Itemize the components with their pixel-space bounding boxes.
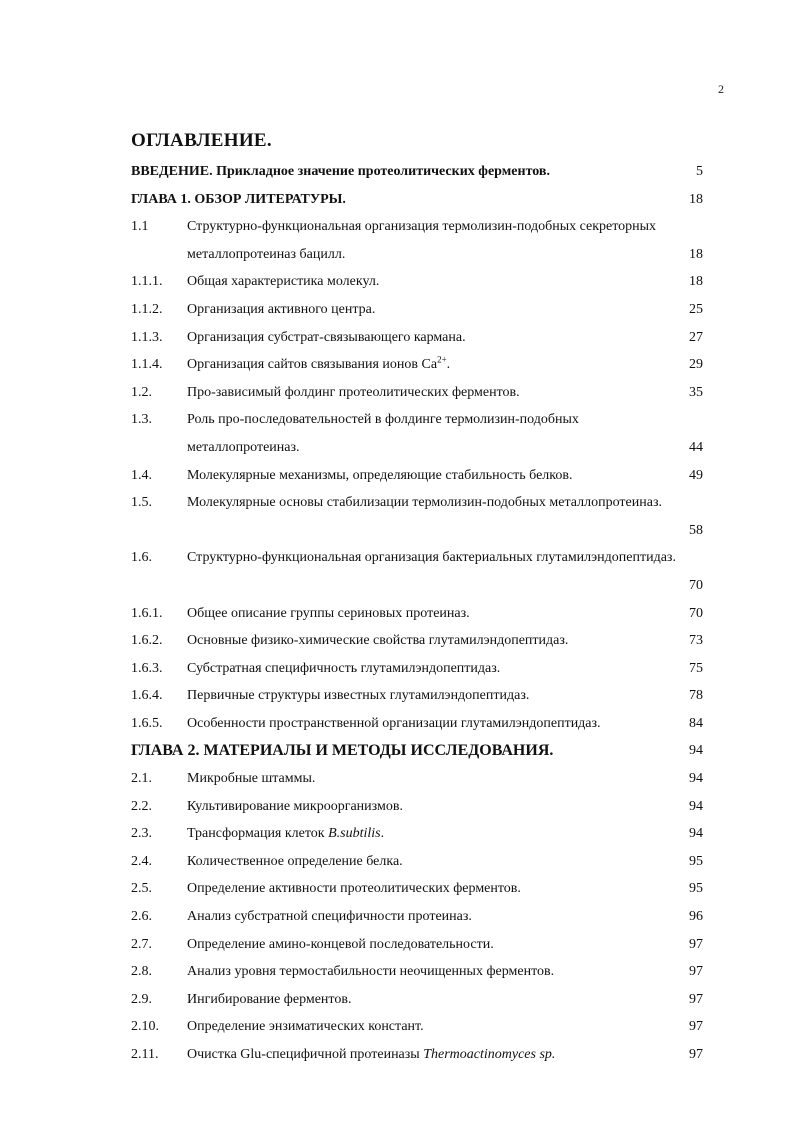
toc-entry-number: 1.4. (131, 467, 152, 483)
toc-entry-number: 2.4. (131, 853, 152, 869)
toc-entry (131, 324, 709, 352)
toc-entry-title (187, 710, 677, 738)
toc-entry-text: Структурно-функциональная организация термолизин-подобных секреторных металлопротеиназ бацилл. (187, 219, 657, 262)
toc-entry (131, 655, 709, 683)
toc-entry (131, 682, 709, 710)
toc-entry-page: 75 (689, 660, 703, 676)
toc-entry-title (187, 462, 677, 490)
toc-entry (131, 710, 709, 738)
toc-entry-page: 27 (689, 329, 703, 345)
toc-entry (131, 986, 709, 1014)
toc-entry (131, 931, 709, 959)
toc-entry-page: 95 (689, 853, 703, 869)
toc-entry-page: 18 (689, 191, 703, 207)
toc-entry-title (187, 958, 677, 986)
toc-entry (131, 737, 709, 765)
toc-entry (131, 406, 709, 461)
toc-entry-number: 2.11. (131, 1047, 159, 1062)
toc-entry-title (187, 765, 677, 793)
toc-entry (131, 462, 709, 490)
toc-entry-title (187, 268, 677, 296)
toc-entry-title (187, 931, 677, 959)
toc-entry-title (187, 627, 677, 655)
toc-entry-title (187, 682, 677, 710)
toc-entry-page: 49 (689, 467, 703, 483)
toc-entry (131, 296, 709, 324)
toc-entry-page: 5 (696, 164, 703, 179)
toc-entry-number: 1.1.1. (131, 274, 163, 290)
toc-entry-title (187, 875, 677, 903)
toc-entry-title (187, 351, 677, 379)
page-number: 2 (718, 82, 724, 96)
toc-entry-title (187, 296, 677, 324)
toc-entry-page: 97 (689, 1019, 703, 1035)
toc-entry-page: 73 (689, 633, 703, 649)
toc-entry (131, 627, 709, 655)
toc-entry-page: 94 (689, 743, 703, 759)
toc-entry-number: 2.3. (131, 826, 152, 842)
toc-entry-text: Анализ субстратной специфичности протеиназ. (187, 909, 472, 925)
toc-entry-title (187, 406, 677, 461)
toc-entry-title (187, 986, 677, 1014)
toc-entry-title (187, 213, 677, 268)
toc-entry-number: 2.8. (131, 964, 152, 980)
toc-entry-number: 2.2. (131, 798, 152, 814)
toc-entry-page: 94 (689, 826, 703, 842)
toc-entry-page: 25 (689, 301, 703, 317)
toc-entry-text: Субстратная специфичность глутамилэндопептидаз. (187, 660, 501, 676)
toc-entry-text: Микробные штаммы. (187, 771, 316, 787)
toc-entry (131, 1013, 709, 1041)
toc-entry-number: 1.5. (131, 495, 152, 511)
toc-entry-page: 35 (689, 384, 703, 400)
toc-entry-number: 2.10. (131, 1019, 159, 1035)
toc-entry-page: 29 (689, 357, 703, 373)
toc-entry-text: Определение энзиматических констант. (187, 1019, 424, 1035)
toc-entry-title (187, 1013, 677, 1041)
toc-entry-number: 1.6.5. (131, 715, 163, 731)
toc-entry-number: 1.1 (131, 219, 149, 235)
toc-entry-text: Организация активного центра. (187, 301, 376, 317)
toc-entry-text: Анализ уровня термостабильности неочищенных ферментов. (187, 964, 555, 980)
toc-entry-page: 97 (689, 936, 703, 952)
toc-entry-page: 78 (689, 688, 703, 704)
toc-entry-page: 84 (689, 715, 703, 731)
toc-entry-page: 97 (689, 991, 703, 1007)
toc-entry-text: Организация сайтов связывания ионов Ca (187, 357, 438, 373)
toc-entry-number: 2.7. (131, 936, 152, 952)
toc-entry (131, 958, 709, 986)
toc-entry-title (187, 848, 677, 876)
toc-entry-text: Молекулярные основы стабилизации термолизин-подобных металлопротеиназ. (187, 495, 662, 511)
toc-entry-page: 97 (689, 1047, 703, 1062)
superscript: 2+ (437, 354, 447, 365)
toc-entry (131, 186, 709, 214)
toc-entry-title (187, 793, 677, 821)
toc-entry-text: Молекулярные механизмы, определяющие стабильность белков. (187, 467, 573, 483)
toc-entry-page: 97 (689, 964, 703, 980)
toc-entry-number: 1.6.3. (131, 660, 163, 676)
toc-entry-title (187, 379, 677, 407)
toc-entry-number: 2.9. (131, 991, 152, 1007)
toc-entry-text: Определение амино-концевой последовательности. (187, 936, 494, 952)
toc-entry-text: Очистка Glu-специфичной протеиназы (187, 1047, 424, 1062)
toc-entry-title (187, 544, 677, 572)
toc-entry-number: 2.6. (131, 909, 152, 925)
toc-entry-page: 58 (689, 522, 703, 538)
toc-entry-text: Определение активности протеолитических ферментов. (187, 881, 521, 897)
toc-entry-number: 1.2. (131, 384, 152, 400)
toc-entry-text: Особенности пространственной организации глутамилэндопептидаз. (187, 715, 601, 731)
toc-entry-number: 2.1. (131, 771, 152, 787)
toc-entry-title (187, 655, 677, 683)
italic-term: Thermoactinomyces sp. (423, 1047, 556, 1062)
toc-entry-text: Культивирование микроорганизмов. (187, 798, 403, 814)
toc-entry (131, 489, 709, 544)
toc-entry-text: Структурно-функциональная организация бактериальных глутамилэндопептидаз. (187, 550, 676, 566)
toc-entry-number: 1.1.2. (131, 301, 163, 317)
toc-entry-page: 96 (689, 909, 703, 925)
toc-entry-title (187, 324, 677, 352)
toc-entry (131, 158, 709, 186)
toc-entry-title (187, 600, 677, 628)
toc-entry (131, 379, 709, 407)
toc-entry-number: 1.6.2. (131, 633, 163, 649)
toc-entry (131, 820, 709, 848)
toc-entry-title (187, 1041, 677, 1069)
toc-entry (131, 793, 709, 821)
toc-entry-text: Трансформация клеток (187, 826, 329, 842)
toc-entry-tail: . (446, 357, 451, 373)
toc-entry-text: Общая характеристика молекул. (187, 274, 380, 290)
toc-entry (131, 903, 709, 931)
toc-entry-tail: . (380, 826, 385, 842)
toc-entry-title (187, 903, 677, 931)
toc-entry (131, 544, 709, 599)
toc-entry-number: 1.6.4. (131, 688, 163, 704)
toc-entry-page: 18 (689, 274, 703, 290)
toc-title: ОГЛАВЛЕНИЕ. (131, 130, 272, 151)
toc-entry-text: Количественное определение белка. (187, 853, 403, 869)
table-of-contents (131, 158, 709, 1069)
toc-entry-text: Общее описание группы сериновых протеиназ. (187, 605, 470, 621)
toc-entry (131, 213, 709, 268)
toc-entry-number: 1.1.3. (131, 329, 163, 345)
toc-entry (131, 1041, 709, 1069)
toc-entry (131, 875, 709, 903)
toc-entry-number: 2.5. (131, 881, 152, 897)
toc-entry (131, 351, 709, 379)
toc-entry-number: 1.6.1. (131, 605, 163, 621)
toc-entry-page: 70 (689, 577, 703, 593)
toc-entry-title (187, 820, 677, 848)
toc-entry-text: Ингибирование ферментов. (187, 991, 352, 1007)
toc-entry (131, 848, 709, 876)
toc-entry-title (187, 489, 677, 517)
toc-entry-text: Организация субстрат-связывающего кармана. (187, 329, 466, 345)
toc-entry-text: Основные физико-химические свойства глутамилэндопептидаз. (187, 633, 569, 649)
toc-entry-title: ГЛАВА 1. ОБЗОР ЛИТЕРАТУРЫ. (131, 191, 346, 207)
toc-entry-text: Первичные структуры известных глутамилэндопептидаз. (187, 688, 530, 704)
toc-entry-number: 1.3. (131, 412, 152, 428)
toc-entry-text: Роль про-последовательностей в фолдинге термолизин-подобных металлопротеиназ. (187, 412, 579, 455)
toc-entry-text: Про-зависимый фолдинг протеолитических ферментов. (187, 384, 520, 400)
toc-entry-title: ГЛАВА 2. МАТЕРИАЛЫ И МЕТОДЫ ИССЛЕДОВАНИЯ. (131, 742, 554, 760)
toc-entry-page: 44 (689, 439, 703, 455)
toc-entry-page: 94 (689, 771, 703, 787)
toc-entry (131, 600, 709, 628)
toc-entry (131, 765, 709, 793)
toc-entry-page: 95 (689, 881, 703, 897)
italic-term: B.subtilis (328, 826, 381, 842)
toc-entry-number: 1.1.4. (131, 357, 163, 373)
toc-entry-number: 1.6. (131, 550, 152, 566)
toc-entry-title: ВВЕДЕНИЕ. Прикладное значение протеолитических ферментов. (131, 164, 550, 179)
toc-entry (131, 268, 709, 296)
toc-entry-page: 94 (689, 798, 703, 814)
toc-entry-page: 70 (689, 605, 703, 621)
toc-entry-page: 18 (689, 246, 703, 262)
